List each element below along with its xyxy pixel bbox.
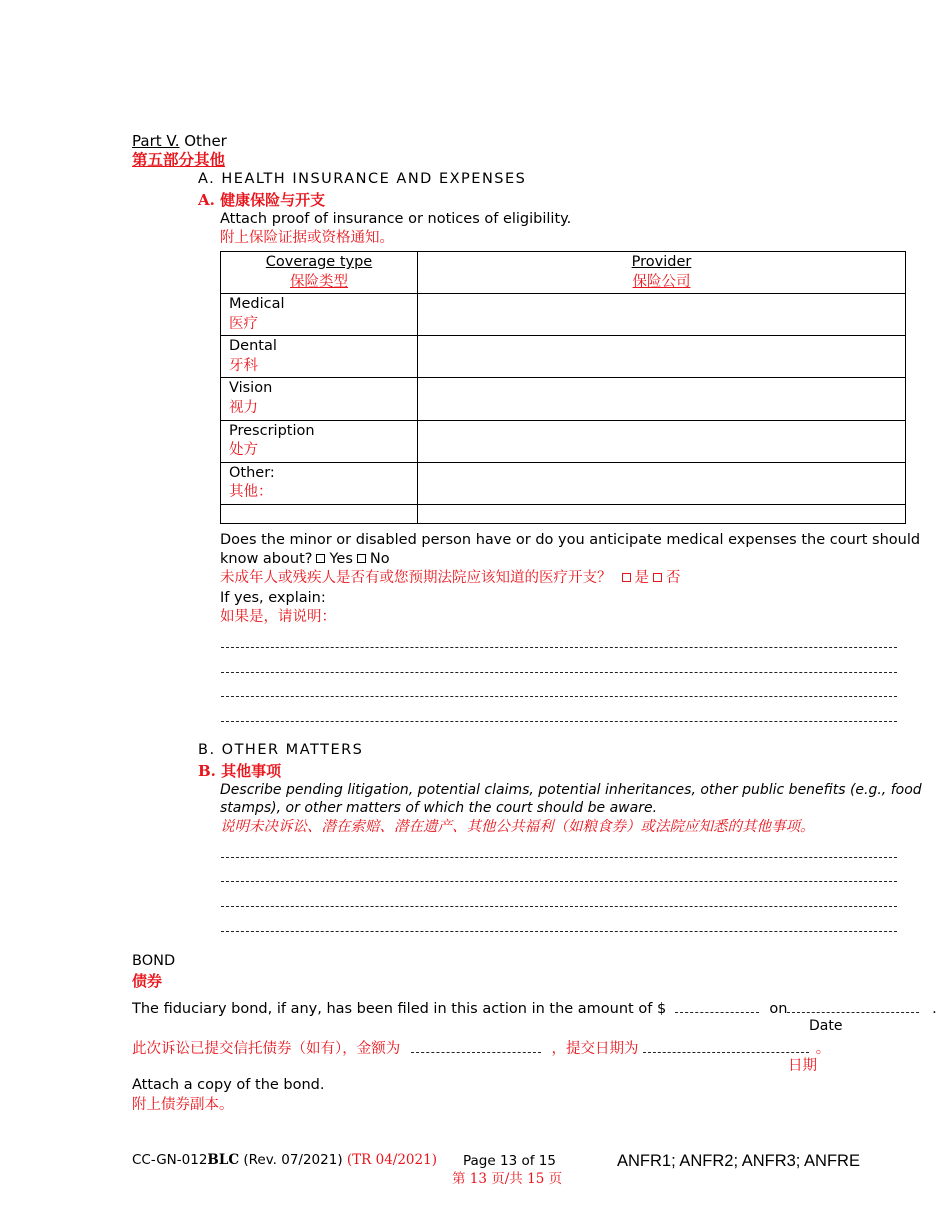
matters-line-1[interactable] [221,857,897,858]
section-b-desc-2: stamps), or other matters of which the court should be aware. [220,800,658,816]
header-coverage-type-cn: 保险类型 [290,273,348,290]
section-a-heading: A. HEALTH INSURANCE AND EXPENSES [198,171,527,187]
coverage-type-cell [221,294,418,336]
bond-date-label-cn: 日期 [788,1058,817,1074]
provider-cell-blank[interactable] [418,504,906,523]
section-a-instruction-cn: 附上保险证据或资格通知。 [220,230,394,246]
provider-cell-dental[interactable] [418,336,906,378]
coverage-type-en: Other: [229,464,275,481]
no-label-cn: 否 [666,570,681,586]
part-title-text: Other [179,132,227,150]
part-title-number: Part V. [132,132,180,150]
yes-label: Yes [329,551,353,567]
explain-line-3[interactable] [221,696,897,697]
section-b-heading: B. OTHER MATTERS [198,742,364,758]
provider-cell-vision[interactable] [418,378,906,420]
bond-statement-cn [132,1038,830,1058]
page-number: Page 13 of 15 [463,1153,556,1169]
bond-amount-field[interactable] [675,998,759,1013]
question-line-1: Does the minor or disabled person have or do you anticipate medical expenses the court should [220,532,921,548]
bond-date-label: Date [809,1018,843,1034]
page-number-cn: 第 13 页/共 15 页 [452,1171,563,1187]
bond-heading-cn: 债券 [132,972,163,990]
form-id [132,1152,437,1168]
header-coverage-type-en: Coverage type [265,254,373,270]
table-header-row [221,252,906,294]
table-row [221,420,906,462]
provider-cell-prescription[interactable] [418,420,906,462]
explain-line-4[interactable] [221,721,897,722]
coverage-type-cn: 处方 [229,442,258,459]
insurance-table [220,251,906,524]
provider-cell-medical[interactable] [418,294,906,336]
coverage-type-en: Dental [229,338,277,355]
section-b-heading-cn: B. 其他事项 [198,762,282,780]
table-row [221,462,906,504]
explain-label: If yes, explain: [220,590,326,606]
header-provider-en: Provider [631,254,692,270]
coverage-type-cell [221,462,418,504]
no-checkbox[interactable] [357,554,366,563]
section-b-desc-cn: 说明未决诉讼、潜在索赔、潜在遗产、其他公共福利（如粮食券）或法院应知悉的其他事项。 [220,819,815,835]
question-line-2 [220,551,390,568]
bond-statement-text: The fiduciary bond, if any, has been filed in this action in the amount of $ [132,1001,667,1017]
bond-date-field-cn[interactable] [643,1038,809,1053]
bond-statement-cn-text-1: 此次诉讼已提交信托债券（如有），金额为 [132,1041,401,1057]
coverage-type-en: Medical [229,296,285,313]
explain-line-2[interactable] [221,672,897,673]
question-cn-text: 未成年人或残疾人是否有或您预期法院应该知道的医疗开支？ [220,570,612,586]
form-id-code: CC-GN-012 [132,1152,208,1168]
section-b-desc-1: Describe pending litigation, potential claims, potential inheritances, other public benefits (e.g., food [220,782,922,798]
yes-label-cn: 是 [634,570,649,586]
header-provider [418,252,906,294]
bond-date-field[interactable] [787,998,919,1013]
form-codes: ANFR1; ANFR2; ANFR3; ANFRE [617,1152,860,1170]
explain-line-1[interactable] [221,647,897,648]
coverage-type-cn: 其他： [229,484,273,501]
coverage-type-cn: 医疗 [229,315,258,332]
no-label: No [369,551,390,567]
bond-attach: Attach a copy of the bond. [132,1077,325,1093]
coverage-type-cell-blank[interactable] [221,504,418,523]
form-tr: (TR 04/2021) [346,1152,437,1168]
bond-amount-field-cn[interactable] [411,1038,541,1053]
table-row-blank [221,504,906,523]
coverage-type-cell [221,336,418,378]
explain-label-cn: 如果是，请说明： [220,609,336,625]
bond-statement [132,998,937,1018]
part-title-cn: 第五部分其他 [132,150,226,169]
form-id-suffix: BLC [207,1152,240,1168]
section-a-instruction: Attach proof of insurance or notices of eligibility. [220,211,572,227]
matters-line-2[interactable] [221,881,897,882]
coverage-type-cell [221,420,418,462]
bond-statement-cn-text-2: ，提交日期为 [551,1041,639,1057]
table-row [221,294,906,336]
coverage-type-cell [221,378,418,420]
bond-heading: BOND [132,953,176,969]
yes-checkbox-cn[interactable] [622,573,631,582]
coverage-type-cn: 牙科 [229,357,258,374]
coverage-type-en: Prescription [229,422,315,439]
yes-checkbox[interactable] [316,554,325,563]
matters-line-3[interactable] [221,906,897,907]
header-coverage-type [221,252,418,294]
form-rev: (Rev. 07/2021) [239,1152,343,1168]
no-checkbox-cn[interactable] [653,573,662,582]
part-title [132,132,227,150]
question-line-2-text: know about? [220,551,313,567]
matters-line-4[interactable] [221,931,897,932]
bond-on-label: on [769,1001,788,1017]
bond-period: . [932,1001,937,1017]
bond-attach-cn: 附上债券副本。 [132,1097,234,1113]
header-provider-cn: 保险公司 [632,273,691,290]
coverage-type-cn: 视力 [229,399,258,416]
table-row [221,378,906,420]
bond-period-cn: 。 [815,1041,831,1057]
coverage-type-en: Vision [229,380,273,397]
question-cn [220,570,681,587]
provider-cell-other[interactable] [418,462,906,504]
section-a-heading-cn: A. 健康保险与开支 [198,191,326,209]
table-row [221,336,906,378]
